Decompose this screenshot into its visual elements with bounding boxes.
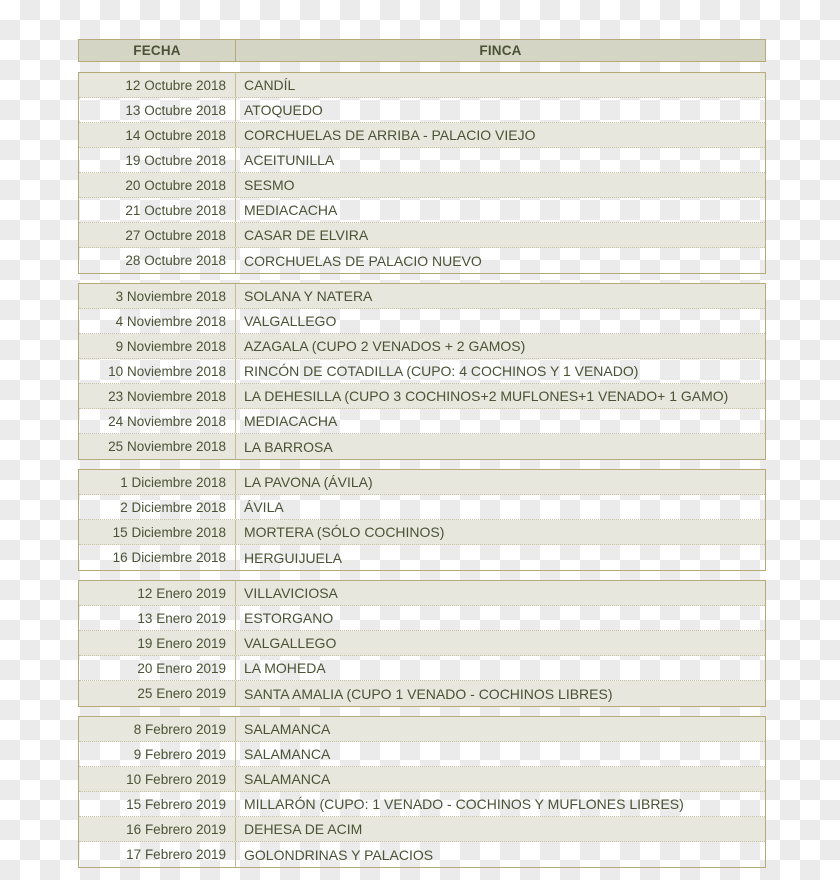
cell-finca: MEDIACACHA bbox=[244, 202, 338, 218]
cell-finca: DEHESA DE ACIM bbox=[244, 821, 363, 837]
cell-fecha: 13 Octubre 2018 bbox=[79, 98, 236, 122]
table-row bbox=[79, 495, 765, 520]
cell-fecha: 13 Enero 2019 bbox=[79, 606, 236, 630]
table-row bbox=[79, 384, 765, 409]
table-row bbox=[79, 520, 765, 545]
cell-fecha: 10 Febrero 2019 bbox=[79, 767, 236, 791]
cell-fecha: 15 Febrero 2019 bbox=[79, 792, 236, 816]
schedule-block-febrero-2019 bbox=[78, 716, 766, 868]
schedule-block-diciembre-2018 bbox=[78, 469, 766, 571]
table-row bbox=[79, 223, 765, 248]
table-header-row bbox=[78, 39, 766, 62]
column-header-finca: FINCA bbox=[479, 43, 522, 58]
cell-finca: LA BARROSA bbox=[244, 438, 333, 455]
cell-fecha: 21 Octubre 2018 bbox=[79, 198, 236, 222]
table-row bbox=[79, 470, 765, 495]
cell-finca: LA MOHEDA bbox=[244, 660, 326, 676]
column-header-fecha: FECHA bbox=[79, 40, 236, 61]
cell-finca: RINCÓN DE COTADILLA (CUPO: 4 COCHINOS Y 1 VENADO) bbox=[244, 363, 639, 379]
table-row bbox=[79, 98, 765, 123]
table-row bbox=[79, 717, 765, 742]
table-row bbox=[79, 631, 765, 656]
schedule-blocks bbox=[78, 72, 766, 868]
cell-fecha: 23 Noviembre 2018 bbox=[79, 384, 236, 408]
cell-finca: CORCHUELAS DE PALACIO NUEVO bbox=[244, 252, 482, 269]
hunting-schedule-table bbox=[78, 39, 766, 877]
cell-fecha: 10 Noviembre 2018 bbox=[79, 359, 236, 383]
cell-fecha: 25 Enero 2019 bbox=[79, 681, 236, 706]
cell-fecha: 2 Diciembre 2018 bbox=[79, 495, 236, 519]
table-row bbox=[79, 842, 765, 867]
cell-fecha: 4 Noviembre 2018 bbox=[79, 309, 236, 333]
cell-finca: VALGALLEGO bbox=[244, 635, 337, 651]
cell-fecha: 3 Noviembre 2018 bbox=[79, 284, 236, 308]
table-row bbox=[79, 248, 765, 273]
table-row bbox=[79, 123, 765, 148]
cell-fecha: 12 Octubre 2018 bbox=[79, 73, 236, 97]
cell-finca: VILLAVICIOSA bbox=[244, 585, 338, 601]
cell-finca: SANTA AMALIA (CUPO 1 VENADO - COCHINOS LIBRES) bbox=[244, 685, 613, 702]
schedule-block-noviembre-2018 bbox=[78, 283, 766, 460]
table-row bbox=[79, 173, 765, 198]
cell-fecha: 17 Febrero 2019 bbox=[79, 842, 236, 867]
table-row bbox=[79, 681, 765, 706]
cell-fecha: 12 Enero 2019 bbox=[79, 581, 236, 605]
table-row bbox=[79, 792, 765, 817]
cell-fecha: 20 Enero 2019 bbox=[79, 656, 236, 680]
cell-finca: HERGUIJUELA bbox=[244, 549, 343, 566]
table-row bbox=[79, 742, 765, 767]
cell-fecha: 19 Enero 2019 bbox=[79, 631, 236, 655]
cell-fecha: 8 Febrero 2019 bbox=[79, 717, 236, 741]
cell-fecha: 20 Octubre 2018 bbox=[79, 173, 236, 197]
cell-fecha: 1 Diciembre 2018 bbox=[79, 470, 236, 494]
table-row bbox=[79, 656, 765, 681]
table-row bbox=[79, 73, 765, 98]
table-row bbox=[79, 359, 765, 384]
cell-fecha: 28 Octubre 2018 bbox=[79, 248, 236, 273]
cell-finca: SESMO bbox=[244, 177, 295, 193]
table-row bbox=[79, 148, 765, 173]
cell-finca: SOLANA Y NATERA bbox=[244, 288, 373, 304]
table-row bbox=[79, 817, 765, 842]
cell-finca: SALAMANCA bbox=[244, 721, 331, 737]
cell-fecha: 16 Diciembre 2018 bbox=[79, 545, 236, 570]
table-row bbox=[79, 309, 765, 334]
cell-finca: ACEITUNILLA bbox=[244, 152, 335, 168]
cell-finca: MILLARÓN (CUPO: 1 VENADO - COCHINOS Y MUFLONES LIBRES) bbox=[244, 796, 684, 812]
table-row bbox=[79, 434, 765, 459]
cell-finca: ATOQUEDO bbox=[244, 102, 323, 118]
cell-finca: GOLONDRINAS Y PALACIOS bbox=[244, 846, 434, 863]
cell-finca: CANDÍL bbox=[244, 77, 296, 93]
cell-finca: SALAMANCA bbox=[244, 746, 331, 762]
cell-finca: CORCHUELAS DE ARRIBA - PALACIO VIEJO bbox=[244, 127, 536, 143]
schedule-block-octubre-2018 bbox=[78, 72, 766, 274]
cell-fecha: 16 Febrero 2019 bbox=[79, 817, 236, 841]
cell-fecha: 14 Octubre 2018 bbox=[79, 123, 236, 147]
table-row bbox=[79, 767, 765, 792]
cell-finca: AZAGALA (CUPO 2 VENADOS + 2 GAMOS) bbox=[244, 338, 526, 354]
cell-fecha: 24 Noviembre 2018 bbox=[79, 409, 236, 433]
cell-finca: ÁVILA bbox=[244, 499, 284, 515]
cell-finca: VALGALLEGO bbox=[244, 313, 337, 329]
table-row bbox=[79, 581, 765, 606]
cell-finca: CASAR DE ELVIRA bbox=[244, 227, 369, 243]
cell-fecha: 15 Diciembre 2018 bbox=[79, 520, 236, 544]
cell-fecha: 27 Octubre 2018 bbox=[79, 223, 236, 247]
cell-finca: MEDIACACHA bbox=[244, 413, 338, 429]
cell-finca: ESTORGANO bbox=[244, 610, 334, 626]
table-row bbox=[79, 198, 765, 223]
cell-fecha: 25 Noviembre 2018 bbox=[79, 434, 236, 459]
cell-fecha: 9 Noviembre 2018 bbox=[79, 334, 236, 358]
cell-finca: LA PAVONA (ÁVILA) bbox=[244, 474, 373, 490]
cell-fecha: 9 Febrero 2019 bbox=[79, 742, 236, 766]
cell-finca: SALAMANCA bbox=[244, 771, 331, 787]
table-row bbox=[79, 284, 765, 309]
cell-fecha: 19 Octubre 2018 bbox=[79, 148, 236, 172]
schedule-block-enero-2019 bbox=[78, 580, 766, 707]
table-row bbox=[79, 606, 765, 631]
cell-finca: LA DEHESILLA (CUPO 3 COCHINOS+2 MUFLONES+1 VENADO+ 1 GAMO) bbox=[244, 388, 729, 404]
cell-finca: MORTERA (SÓLO COCHINOS) bbox=[244, 524, 445, 540]
table-row bbox=[79, 545, 765, 570]
table-row bbox=[79, 409, 765, 434]
table-row bbox=[79, 334, 765, 359]
